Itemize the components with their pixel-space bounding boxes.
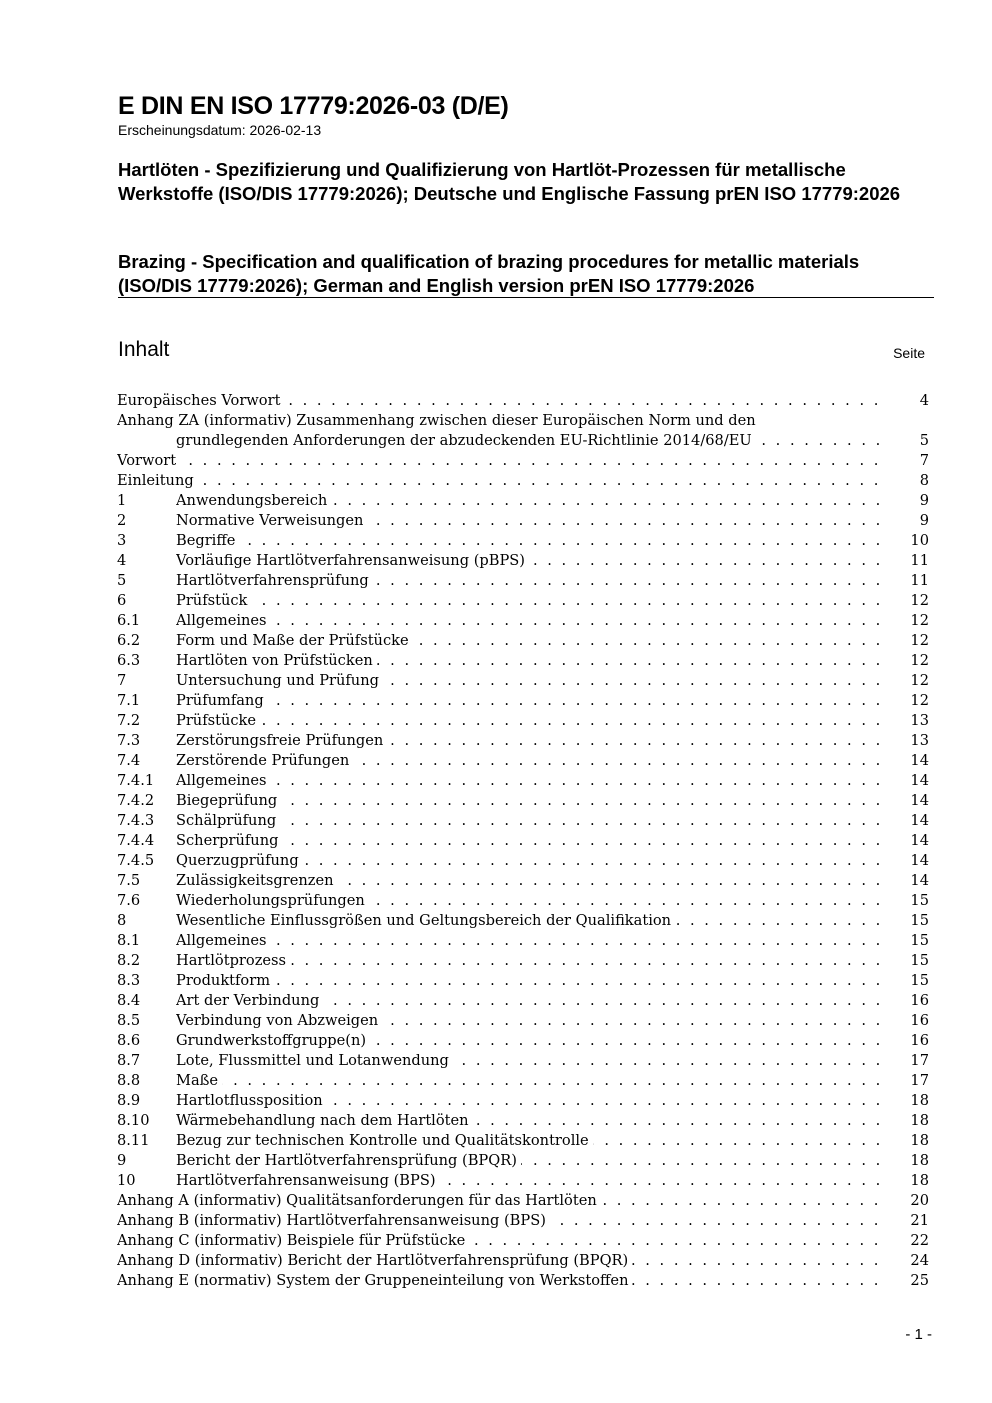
toc-entry-text-line1 bbox=[117, 411, 929, 431]
toc-entry[interactable] bbox=[117, 951, 929, 971]
toc-entry-page: 14 bbox=[910, 812, 929, 829]
toc-entry-page: 14 bbox=[910, 792, 929, 809]
toc-entry-page: 4 bbox=[919, 392, 929, 409]
title-english: Brazing - Specification and qualification of brazing procedures for metallic materials (ISO/DIS 17779:2026); German and English version prEN ISO 17779:2026 bbox=[118, 251, 860, 296]
toc-page-column-heading: Seite bbox=[893, 345, 925, 361]
toc-entry-text bbox=[176, 611, 885, 631]
toc-entry-title: Biegeprüfung bbox=[176, 792, 281, 809]
toc-entry-title: Wiederholungsprüfungen bbox=[176, 892, 369, 909]
toc-entry-page: 14 bbox=[910, 752, 929, 769]
document-title: E DIN EN ISO 17779:2026-03 (D/E) bbox=[118, 92, 509, 120]
toc-entry[interactable] bbox=[117, 831, 929, 851]
toc-entry-title: Vorläufige Hartlötverfahrensanweisung (pBPS) bbox=[176, 552, 529, 569]
toc-entry-page: 18 bbox=[910, 1172, 929, 1189]
toc-entry[interactable] bbox=[117, 791, 929, 811]
toc-entry-page: 17 bbox=[910, 1052, 929, 1069]
toc-entry[interactable] bbox=[117, 711, 929, 731]
toc-entry-text bbox=[117, 391, 885, 411]
toc-entry-title: Anhang A (informativ) Qualitätsanforderungen für das Hartlöten bbox=[117, 1192, 601, 1209]
toc-entry-title: Hartlötverfahrensanweisung (BPS) bbox=[176, 1172, 440, 1189]
toc-entry[interactable] bbox=[117, 911, 929, 931]
toc-entry-title: Hartlöten von Prüfstücken bbox=[176, 652, 377, 669]
toc-entry-text bbox=[176, 1171, 885, 1191]
toc-entry-page: 14 bbox=[910, 832, 929, 849]
toc-entry-page: 9 bbox=[919, 512, 929, 529]
toc-entry-text bbox=[176, 551, 885, 571]
toc-entry-text bbox=[176, 491, 885, 511]
toc-entry-title: Verbindung von Abzweigen bbox=[176, 1012, 382, 1029]
toc-entry-page: 12 bbox=[910, 632, 929, 649]
toc-entry-text bbox=[117, 451, 885, 471]
toc-entry-text bbox=[176, 1091, 885, 1111]
toc-entry-title: Grundwerkstoffgruppe(n) bbox=[176, 1032, 370, 1049]
toc-entry-text bbox=[117, 471, 885, 491]
toc-entry[interactable] bbox=[117, 1251, 929, 1271]
toc-entry-text-line2 bbox=[176, 431, 885, 451]
toc-entry-text bbox=[176, 971, 885, 991]
toc-entry-page: 5 bbox=[919, 432, 929, 449]
toc-entry[interactable] bbox=[117, 1171, 929, 1191]
toc-entry-number: 8.6 bbox=[117, 1032, 141, 1049]
toc-entry-page: 9 bbox=[919, 492, 929, 509]
toc-entry[interactable] bbox=[117, 551, 929, 571]
toc-entry-page: 20 bbox=[910, 1192, 929, 1209]
toc-entry-text bbox=[176, 1131, 885, 1151]
toc-entry-number: 7.2 bbox=[117, 712, 141, 729]
table-of-contents bbox=[117, 391, 929, 1291]
toc-entry-title: Anhang B (informativ) Hartlötverfahrensanweisung (BPS) bbox=[117, 1212, 550, 1229]
toc-entry-page: 16 bbox=[910, 1012, 929, 1029]
toc-entry-text bbox=[117, 1191, 885, 1211]
toc-entry-title: Wärmebehandlung nach dem Hartlöten bbox=[176, 1112, 473, 1129]
toc-entry[interactable] bbox=[117, 731, 929, 751]
toc-entry-page: 12 bbox=[910, 692, 929, 709]
toc-entry-title: Bericht der Hartlötverfahrensprüfung (BPQR) bbox=[176, 1152, 521, 1169]
toc-entry-text bbox=[176, 891, 885, 911]
toc-entry-title: Zerstörungsfreie Prüfungen bbox=[176, 732, 387, 749]
toc-entry-text bbox=[176, 1151, 885, 1171]
toc-entry-title: Zulässigkeitsgrenzen bbox=[176, 872, 337, 889]
toc-entry-number: 6.2 bbox=[117, 632, 141, 649]
toc-entry-number: 8.8 bbox=[117, 1072, 141, 1089]
toc-entry-text bbox=[117, 1211, 885, 1231]
toc-entry-page: 17 bbox=[910, 1072, 929, 1089]
toc-entry-page: 18 bbox=[910, 1092, 929, 1109]
toc-entry-page: 13 bbox=[910, 732, 929, 749]
toc-entry-page: 14 bbox=[910, 852, 929, 869]
toc-entry-text bbox=[176, 571, 885, 591]
toc-entry[interactable] bbox=[117, 611, 929, 631]
toc-entry-text bbox=[176, 951, 885, 971]
toc-entry[interactable] bbox=[117, 691, 929, 711]
toc-entry-page: 18 bbox=[910, 1152, 929, 1169]
toc-entry-number: 8.9 bbox=[117, 1092, 141, 1109]
toc-entry-title: Maße bbox=[176, 1072, 222, 1089]
toc-entry-title: Allgemeines bbox=[176, 932, 271, 949]
toc-entry[interactable] bbox=[117, 511, 929, 531]
toc-entry-number: 7 bbox=[117, 672, 127, 689]
toc-entry-title: Form und Maße der Prüfstücke bbox=[176, 632, 413, 649]
toc-entry-title: Prüfumfang bbox=[176, 692, 268, 709]
toc-entry[interactable] bbox=[117, 891, 929, 911]
toc-entry-title: Hartlötverfahrensprüfung bbox=[176, 572, 373, 589]
toc-entry-title: Vorwort bbox=[117, 452, 180, 469]
toc-entry[interactable] bbox=[117, 471, 929, 491]
toc-entry-text bbox=[176, 851, 885, 871]
toc-entry-text bbox=[176, 791, 885, 811]
toc-entry-page: 22 bbox=[910, 1232, 929, 1249]
toc-entry-title: Untersuchung und Prüfung bbox=[176, 672, 383, 689]
toc-entry-number: 6.3 bbox=[117, 652, 141, 669]
title-divider bbox=[118, 297, 934, 298]
toc-entry-text bbox=[176, 631, 885, 651]
toc-entry-page: 10 bbox=[910, 532, 929, 549]
toc-entry-page: 16 bbox=[910, 1032, 929, 1049]
toc-entry-title: Normative Verweisungen bbox=[176, 512, 367, 529]
toc-entry-number: 8.1 bbox=[117, 932, 141, 949]
toc-entry-number: 7.4.3 bbox=[117, 812, 155, 829]
toc-entry-number: 4 bbox=[117, 552, 127, 569]
toc-entry-text bbox=[176, 751, 885, 771]
page-number: - 1 - bbox=[905, 1326, 932, 1343]
toc-entry-text bbox=[176, 511, 885, 531]
toc-entry-title: Einleitung bbox=[117, 472, 198, 489]
toc-entry-title: Anhang ZA (informativ) Zusammenhang zwischen dieser Europäischen Norm und den bbox=[117, 412, 760, 429]
toc-entry-page: 11 bbox=[910, 552, 929, 569]
toc-entry[interactable] bbox=[117, 871, 929, 891]
toc-entry-number: 1 bbox=[117, 492, 127, 509]
toc-entry-page: 15 bbox=[910, 932, 929, 949]
toc-entry[interactable] bbox=[117, 851, 929, 871]
toc-entry-title: Prüfstück bbox=[176, 592, 251, 609]
toc-entry-number: 10 bbox=[117, 1172, 136, 1189]
toc-entry-page: 16 bbox=[910, 992, 929, 1009]
toc-entry-number: 7.4.4 bbox=[117, 832, 155, 849]
toc-entry-number: 7.1 bbox=[117, 692, 141, 709]
toc-entry-page: 25 bbox=[910, 1272, 929, 1289]
toc-entry-title: Anhang E (normativ) System der Gruppeneinteilung von Werkstoffen bbox=[117, 1272, 632, 1289]
toc-entry-page: 15 bbox=[910, 892, 929, 909]
toc-entry-page: 15 bbox=[910, 972, 929, 989]
toc-entry[interactable] bbox=[117, 651, 929, 671]
toc-entry-text bbox=[176, 651, 885, 671]
toc-entry-title: Europäisches Vorwort bbox=[117, 392, 284, 409]
toc-entry-title: Zerstörende Prüfungen bbox=[176, 752, 353, 769]
toc-entry-number: 8.11 bbox=[117, 1132, 150, 1149]
toc-entry[interactable] bbox=[117, 1111, 929, 1131]
toc-entry-number: 8.5 bbox=[117, 1012, 141, 1029]
toc-entry-page: 13 bbox=[910, 712, 929, 729]
toc-entry-number: 7.4.1 bbox=[117, 772, 155, 789]
toc-entry-text bbox=[117, 1251, 885, 1271]
toc-entry[interactable] bbox=[117, 391, 929, 411]
toc-entry[interactable] bbox=[117, 491, 929, 511]
toc-entry-title-continued: grundlegenden Anforderungen der abzudeckenden EU-Richtlinie 2014/68/EU bbox=[176, 432, 756, 449]
toc-entry-text bbox=[176, 771, 885, 791]
toc-entry[interactable] bbox=[117, 1231, 929, 1251]
toc-entry-number: 7.3 bbox=[117, 732, 141, 749]
toc-entry-page: 7 bbox=[919, 452, 929, 469]
toc-entry-title: Produktform bbox=[176, 972, 274, 989]
toc-entry-text bbox=[176, 871, 885, 891]
publication-date: Erscheinungsdatum: 2026-02-13 bbox=[118, 122, 322, 138]
toc-entry-text bbox=[176, 531, 885, 551]
toc-entry-page: 12 bbox=[910, 612, 929, 629]
toc-entry-text bbox=[176, 811, 885, 831]
toc-entry-text bbox=[117, 1231, 885, 1251]
toc-entry-title: Scherprüfung bbox=[176, 832, 282, 849]
toc-heading: Inhalt bbox=[118, 338, 170, 361]
toc-entry[interactable] bbox=[117, 1051, 929, 1071]
toc-entry-text bbox=[176, 1011, 885, 1031]
toc-entry[interactable] bbox=[117, 671, 929, 691]
toc-entry-title: Hartlötprozess bbox=[176, 952, 290, 969]
toc-entry-number: 8.4 bbox=[117, 992, 141, 1009]
toc-entry[interactable] bbox=[117, 1071, 929, 1091]
toc-entry[interactable] bbox=[117, 1271, 929, 1291]
toc-entry[interactable] bbox=[117, 531, 929, 551]
toc-entry-page: 12 bbox=[910, 592, 929, 609]
toc-entry-text bbox=[176, 1051, 885, 1071]
toc-entry[interactable] bbox=[117, 931, 929, 951]
toc-entry-number: 7.6 bbox=[117, 892, 141, 909]
toc-entry[interactable] bbox=[117, 591, 929, 611]
toc-entry[interactable] bbox=[117, 631, 929, 651]
toc-entry-title: Begriffe bbox=[176, 532, 239, 549]
toc-entry-page: 18 bbox=[910, 1132, 929, 1149]
toc-entry-text bbox=[176, 1031, 885, 1051]
toc-entry-number: 7.4 bbox=[117, 752, 141, 769]
toc-entry-page: 18 bbox=[910, 1112, 929, 1129]
toc-entry-page: 24 bbox=[910, 1252, 929, 1269]
toc-entry-number: 7.4.2 bbox=[117, 792, 155, 809]
toc-entry-text bbox=[176, 671, 885, 691]
toc-entry-title: Querzugprüfung bbox=[176, 852, 303, 869]
toc-entry-page: 12 bbox=[910, 652, 929, 669]
toc-entry-number: 8 bbox=[117, 912, 127, 929]
toc-entry-title: Allgemeines bbox=[176, 772, 271, 789]
toc-entry-number: 8.3 bbox=[117, 972, 141, 989]
toc-entry[interactable] bbox=[117, 1131, 929, 1151]
toc-entry[interactable] bbox=[117, 1211, 929, 1231]
toc-entry[interactable] bbox=[117, 1011, 929, 1031]
toc-entry-number: 6.1 bbox=[117, 612, 141, 629]
toc-entry-text bbox=[117, 1271, 885, 1291]
toc-entry-title: Allgemeines bbox=[176, 612, 271, 629]
toc-entry-number: 6 bbox=[117, 592, 127, 609]
title-german: Hartlöten - Spezifizierung und Qualifizierung von Hartlöt-Prozessen für metallische Werkstoffe (ISO/DIS 17779:2026); Deutsche und Englische Fassung prEN ISO 17779:2026 bbox=[118, 159, 901, 204]
toc-entry-page: 15 bbox=[910, 952, 929, 969]
toc-entry-text bbox=[176, 731, 885, 751]
toc-entry-number: 7.4.5 bbox=[117, 852, 155, 869]
toc-entry-number: 3 bbox=[117, 532, 127, 549]
toc-entry[interactable] bbox=[117, 411, 929, 451]
toc-entry-page: 14 bbox=[910, 872, 929, 889]
toc-entry[interactable] bbox=[117, 571, 929, 591]
toc-entry-title: Anhang C (informativ) Beispiele für Prüfstücke bbox=[117, 1232, 469, 1249]
toc-entry[interactable] bbox=[117, 991, 929, 1011]
toc-entry-title: Hartlotflussposition bbox=[176, 1092, 327, 1109]
toc-entry[interactable] bbox=[117, 1031, 929, 1051]
toc-entry[interactable] bbox=[117, 451, 929, 471]
toc-entry[interactable] bbox=[117, 771, 929, 791]
toc-entry-page: 14 bbox=[910, 772, 929, 789]
toc-entry[interactable] bbox=[117, 1091, 929, 1111]
toc-entry-text bbox=[176, 591, 885, 611]
toc-entry-text bbox=[176, 831, 885, 851]
toc-entry-text bbox=[176, 911, 885, 931]
toc-entry[interactable] bbox=[117, 971, 929, 991]
toc-entry-title: Anhang D (informativ) Bericht der Hartlötverfahrensprüfung (BPQR) bbox=[117, 1252, 632, 1269]
toc-entry-number: 8.2 bbox=[117, 952, 141, 969]
toc-entry-title: Art der Verbindung bbox=[176, 992, 323, 1009]
toc-entry[interactable] bbox=[117, 1151, 929, 1171]
toc-entry-number: 5 bbox=[117, 572, 127, 589]
toc-entry[interactable] bbox=[117, 811, 929, 831]
toc-entry-title: Schälprüfung bbox=[176, 812, 280, 829]
toc-entry-number: 8.10 bbox=[117, 1112, 150, 1129]
toc-entry-page: 11 bbox=[910, 572, 929, 589]
toc-entry-number: 8.7 bbox=[117, 1052, 141, 1069]
toc-entry-number: 2 bbox=[117, 512, 127, 529]
toc-entry-page: 15 bbox=[910, 912, 929, 929]
toc-entry-text bbox=[176, 931, 885, 951]
toc-entry-number: 7.5 bbox=[117, 872, 141, 889]
toc-entry-page: 8 bbox=[919, 472, 929, 489]
toc-entry[interactable] bbox=[117, 751, 929, 771]
toc-entry-title: Lote, Flussmittel und Lotanwendung bbox=[176, 1052, 453, 1069]
toc-entry[interactable] bbox=[117, 1191, 929, 1211]
toc-entry-title: Wesentliche Einflussgrößen und Geltungsbereich der Qualifikation bbox=[176, 912, 675, 929]
toc-entry-text bbox=[176, 991, 885, 1011]
toc-entry-text bbox=[176, 1071, 885, 1091]
toc-entry-text bbox=[176, 691, 885, 711]
toc-entry-number: 9 bbox=[117, 1152, 127, 1169]
toc-entry-title: Anwendungsbereich bbox=[176, 492, 331, 509]
toc-entry-title: Prüfstücke bbox=[176, 712, 260, 729]
toc-entry-text bbox=[176, 711, 885, 731]
toc-entry-title: Bezug zur technischen Kontrolle und Qualitätskontrolle bbox=[176, 1132, 593, 1149]
toc-entry-page: 21 bbox=[910, 1212, 929, 1229]
toc-entry-text bbox=[176, 1111, 885, 1131]
toc-entry-page: 12 bbox=[910, 672, 929, 689]
